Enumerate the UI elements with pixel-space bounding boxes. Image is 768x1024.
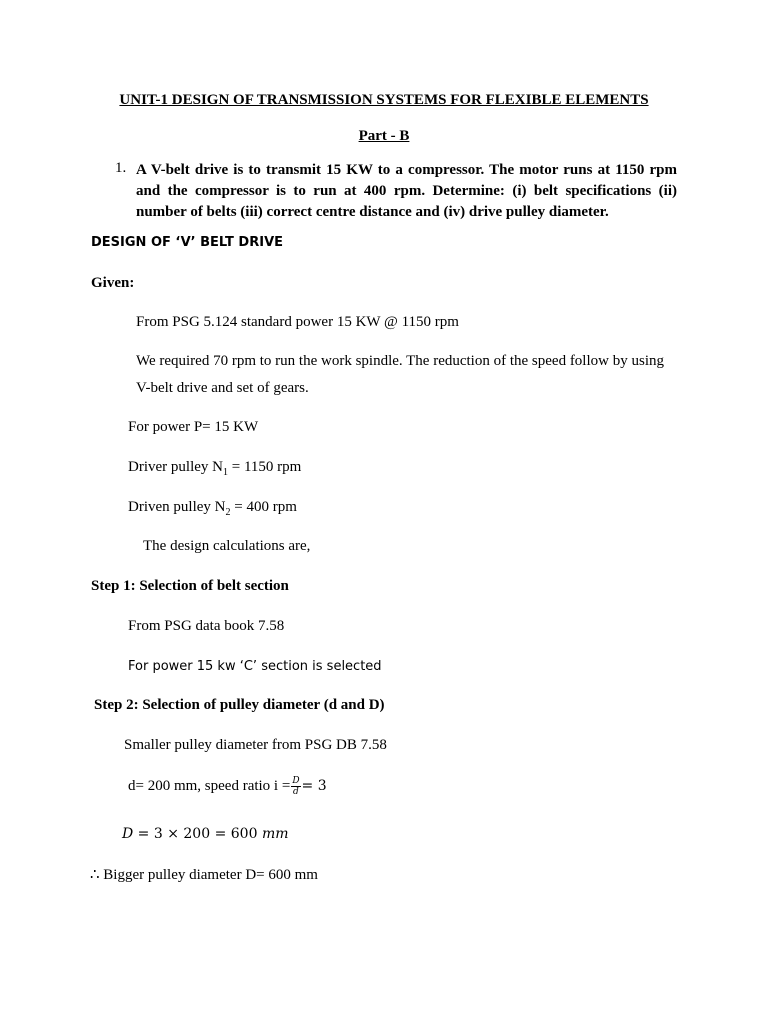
question-number: 1. <box>115 160 127 176</box>
driver-subscript: 1 <box>222 467 228 478</box>
step1-heading: Step 1: Selection of belt section <box>91 578 289 594</box>
section-heading: DESIGN OF ‘V’ BELT DRIVE <box>91 235 284 250</box>
given-power: For power P= 15 KW <box>128 419 259 435</box>
step1-line-1: From PSG data book 7.58 <box>128 618 285 634</box>
bigger-pulley-conclusion: ∴ Bigger pulley diameter D= 600 mm <box>90 867 318 883</box>
diameter-equation <box>122 826 289 842</box>
given-psg-power: From PSG 5.124 standard power 15 KW @ 1150 rpm <box>136 314 459 330</box>
driven-suffix: = 400 rpm <box>230 499 297 515</box>
document-title: UNIT-1 DESIGN OF TRANSMISSION SYSTEMS FOR FLEXIBLE ELEMENTS <box>119 92 649 108</box>
equation-rhs: = 3 × 200 = 600 <box>133 826 262 842</box>
given-spindle-line-2: V-belt drive and set of gears. <box>136 380 309 396</box>
driver-prefix: Driver pulley N <box>128 459 223 475</box>
step2-line-1: Smaller pulley diameter from PSG DB 7.58 <box>124 737 387 753</box>
fraction-numerator: D <box>292 776 300 786</box>
given-driver-pulley <box>128 459 301 478</box>
driven-subscript: 2 <box>225 507 231 518</box>
speed-ratio-line <box>128 776 327 797</box>
driver-suffix: = 1150 rpm <box>227 459 302 475</box>
step1-line-2: For power 15 kw ‘C’ section is selected <box>128 659 382 674</box>
speed-ratio-fraction <box>291 776 300 797</box>
equation-unit: mm <box>261 826 289 842</box>
equation-lhs: D <box>122 826 134 842</box>
step2-heading: Step 2: Selection of pulley diameter (d and D) <box>94 697 385 713</box>
question-text: A V-belt drive is to transmit 15 KW to a compressor. The motor runs at 1150 rpm and the compressor is to run at 400 rpm. Determine: (i) belt specifications (ii) number of belts (iii) correct centre distance and (iv) drive pulley diameter. <box>136 162 677 220</box>
fraction-denominator: d <box>293 787 299 797</box>
speed-ratio-prefix: d= 200 mm, speed ratio i = <box>128 777 291 794</box>
given-driven-pulley <box>128 499 297 518</box>
design-calculations-intro: The design calculations are, <box>143 538 311 554</box>
speed-ratio-suffix: = 3 <box>301 777 327 794</box>
given-label: Given: <box>91 275 135 291</box>
given-spindle-line-1: We required 70 rpm to run the work spindle. The reduction of the speed follow by using <box>136 353 664 369</box>
driven-prefix: Driven pulley N <box>128 499 226 515</box>
part-heading: Part - B <box>358 128 410 144</box>
